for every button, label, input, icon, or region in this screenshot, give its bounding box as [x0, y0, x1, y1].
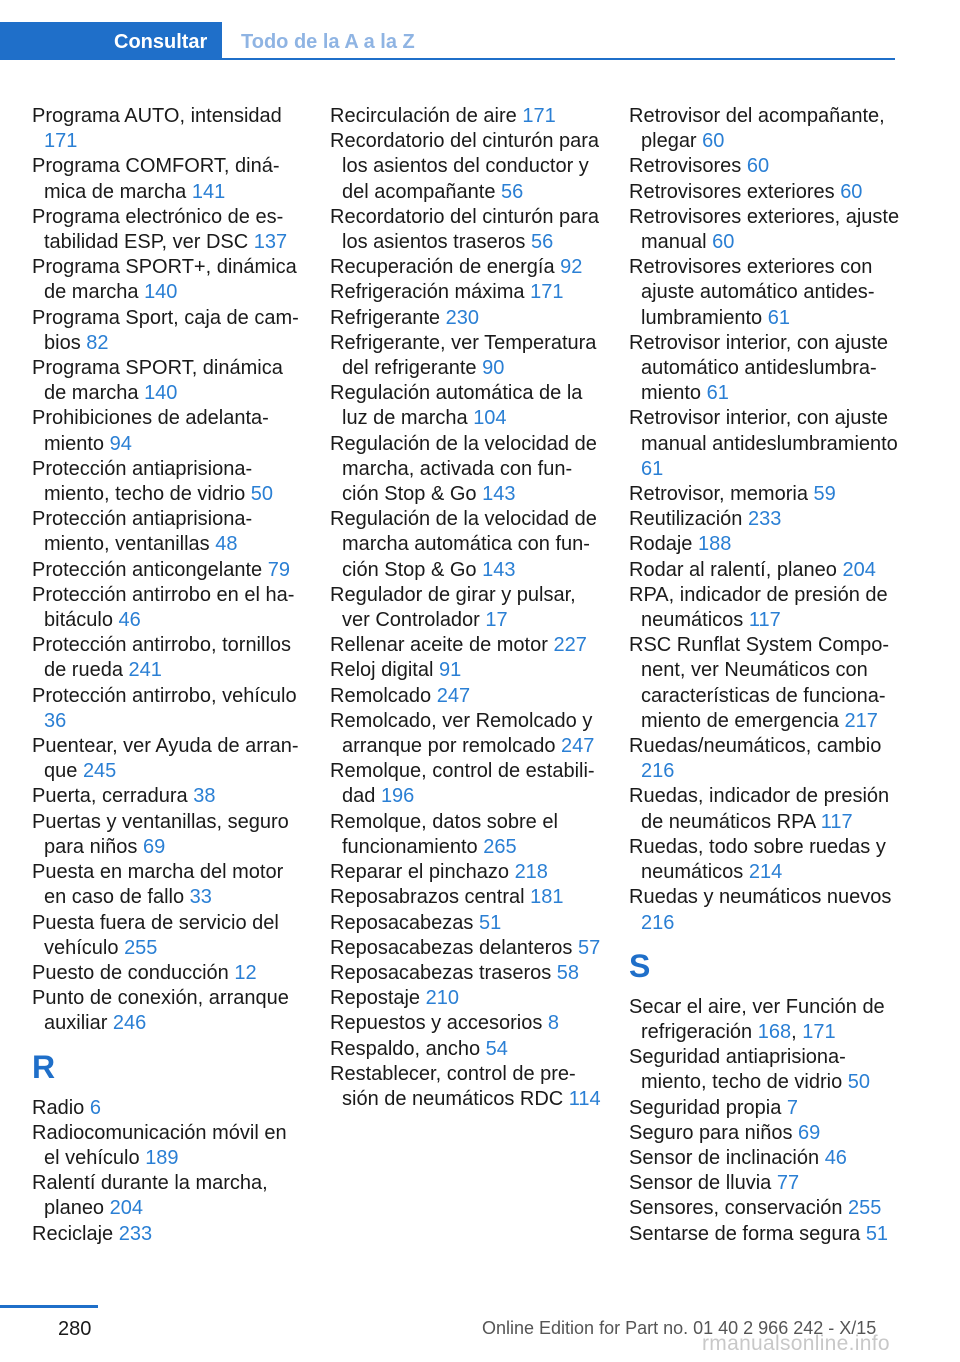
index-entry-text: Radiocomunicación móvil en el vehículo [32, 1121, 287, 1169]
page-link[interactable]: 59 [813, 483, 836, 506]
page-link[interactable]: 92 [560, 256, 583, 279]
page-link[interactable]: 196 [380, 785, 415, 808]
index-entry [330, 1062, 602, 1112]
index-entry [330, 1037, 602, 1062]
page-link[interactable]: 171 [522, 105, 556, 127]
index-entry [629, 331, 901, 407]
index-entry-text: Recirculación de aire [330, 105, 517, 127]
page-link[interactable]: 217 [844, 709, 878, 732]
page-link[interactable]: 247 [436, 684, 471, 707]
index-entry [330, 583, 602, 633]
page-link[interactable]: 117 [820, 810, 853, 833]
index-entry-text: Sensor de inclinación [629, 1146, 820, 1169]
index-entry [330, 709, 602, 759]
page-link[interactable]: 140 [144, 382, 178, 405]
page-link[interactable]: 204 [109, 1197, 143, 1220]
index-entry-text: Regulación de la velocidad de marcha, activada con función Stop & Go [330, 432, 597, 506]
index-entry-text: Reutilización [629, 508, 743, 531]
index-entry-text: Retrovisor del acompañante, plegar [629, 105, 885, 153]
index-entry [629, 205, 901, 255]
index-entry-text: Secar el aire, ver Función de refrigeración [629, 995, 885, 1043]
index-entry [629, 835, 901, 885]
index-entry [629, 507, 901, 532]
index-entry-text: Ruedas y neumáticos nuevos [629, 886, 892, 909]
page-link[interactable]: 61 [641, 457, 664, 480]
index-entry [330, 331, 602, 381]
index-entry [32, 633, 304, 683]
page-link[interactable]: 137 [253, 231, 288, 254]
page-link[interactable]: 58 [556, 961, 580, 984]
index-entry [330, 306, 602, 331]
page-link[interactable]: 61 [767, 306, 790, 329]
index-entry [330, 961, 602, 986]
index-entry-text: Ruedas, todo sobre ruedas y neumáticos [629, 835, 886, 884]
page-link[interactable]: 143 [482, 558, 516, 581]
header-tabbar [0, 22, 895, 60]
index-entry [629, 532, 901, 557]
index-entry-text: Retrovisor interior, con ajuste manual antideslumbramiento [629, 407, 898, 455]
page-link[interactable]: 46 [824, 1146, 847, 1169]
index-entry [330, 986, 602, 1011]
index-entry [629, 154, 901, 179]
index-entry-text: Protección anticongelante [32, 558, 263, 581]
index-entry [32, 255, 304, 305]
index-entry-text: Recuperación de energía [330, 256, 555, 279]
index-entry [32, 1121, 304, 1171]
page-link[interactable]: 54 [485, 1037, 508, 1060]
page-link[interactable]: 227 [553, 634, 587, 657]
page-link[interactable]: 56 [530, 231, 554, 254]
page-link[interactable]: 247 [561, 735, 595, 758]
index-entry [629, 885, 901, 935]
index-column-3 [629, 104, 901, 1247]
page-link[interactable]: 104 [473, 407, 507, 430]
index-entry-text: Puesta fuera de servicio del vehículo [32, 911, 279, 959]
index-entry-text: Recordatorio del cinturón para los asientos del conductor y del acompañante [330, 130, 600, 203]
page-link[interactable]: 114 [568, 1087, 601, 1110]
watermark: rmanualsonline.info [702, 1332, 890, 1355]
index-entry [32, 911, 304, 961]
index-entry-text: Programa Sport, caja de cambios [32, 306, 299, 354]
page-link[interactable]: 60 [746, 155, 770, 178]
index-entry-text: Reposacabezas delanteros [330, 936, 573, 959]
index-entry-text: Puentear, ver Ayuda de arranque [32, 735, 299, 783]
section-letter: R [32, 1048, 56, 1085]
footer-accent-bar [0, 1305, 98, 1308]
page-link[interactable]: 216 [641, 760, 675, 783]
page-link[interactable]: 94 [109, 432, 132, 455]
index-entry [32, 457, 304, 507]
index-entry-text: Refrigerante, ver Temperatura del refrigerante [330, 331, 597, 380]
index-entry-text: Remolque, control de estabilidad [330, 760, 595, 808]
page-link[interactable]: 60 [712, 231, 735, 254]
page-link[interactable]: 12 [234, 961, 257, 984]
page-link[interactable]: 233 [747, 508, 782, 531]
index-entry [629, 104, 901, 154]
index-entry-text: Sensor de lluvia [629, 1172, 772, 1195]
index-entry [629, 1196, 901, 1221]
index-entry [629, 255, 901, 331]
index-entry-text: Programa AUTO, intensidad [32, 105, 282, 127]
index-entry [32, 356, 304, 406]
page-link[interactable]: 48 [215, 533, 238, 556]
page-link[interactable]: 168 [757, 1020, 792, 1043]
index-entry [629, 1171, 901, 1196]
index-entry [629, 583, 901, 633]
index-entry [32, 558, 304, 583]
index-entry [32, 306, 304, 356]
page-link[interactable]: 8 [547, 1012, 560, 1035]
index-entry-text: Refrigeración máxima [330, 281, 525, 304]
page-link[interactable]: 218 [514, 861, 548, 884]
index-entry [629, 1222, 901, 1247]
index-entry-text: Programa COMFORT, dinámica de marcha [32, 155, 280, 203]
page-link[interactable]: 246 [112, 1012, 147, 1035]
index-entry [330, 205, 602, 255]
index-entry-text: Protección antiaprisionamiento, techo de vidrio [32, 457, 253, 506]
page-link[interactable]: 69 [142, 835, 166, 858]
page-link[interactable]: 38 [193, 785, 216, 808]
index-entry [32, 1171, 304, 1221]
index-entry-text: Sensores, conservación [629, 1197, 843, 1220]
index-entry-text: Radio [32, 1096, 85, 1119]
index-entry-text: Seguro para niños [629, 1121, 793, 1144]
index-entry-text: Remolcado, ver Remolcado y arranque por remolcado [330, 709, 593, 758]
index-entry-text: Protección antiaprisionamiento, ventanillas [32, 508, 253, 556]
index-entry-text: Sentarse de forma segura [629, 1222, 861, 1245]
index-entry [32, 205, 304, 255]
page-link[interactable]: 79 [267, 558, 290, 581]
page-link[interactable]: 56 [501, 180, 524, 203]
page-link[interactable]: 46 [118, 609, 141, 632]
page-link[interactable]: 57 [577, 936, 601, 959]
index-entry-text: RPA, indicador de presión de neumáticos [629, 583, 888, 632]
index-entry-text: Rodar al ralentí, planeo [629, 558, 837, 581]
index-column-1 [32, 104, 304, 1247]
index-entry-text: Retrovisores exteriores [629, 180, 835, 203]
index-entry: Secar el aire, ver Función de refrigeración 168, 171 [629, 995, 885, 1043]
index-entry [629, 1121, 901, 1146]
index-entry [32, 154, 304, 204]
index-entry-text: Reparar el pinchazo [330, 861, 509, 884]
page-link[interactable]: 50 [250, 483, 274, 506]
page-link[interactable]: 188 [697, 533, 732, 556]
index-entry-text: Seguridad antiaprisionamiento, techo de vidrio [629, 1046, 846, 1094]
page-link[interactable]: 7 [786, 1096, 799, 1119]
index-entry [330, 129, 602, 205]
index-entry [32, 583, 304, 633]
edition-note: Online Edition for Part no. 01 40 2 966 242 - X/15 [482, 1318, 877, 1338]
page-link[interactable]: 210 [425, 987, 459, 1010]
page-link[interactable]: 171 [802, 1020, 836, 1043]
index-entry [32, 961, 304, 986]
page-link[interactable]: 171 [44, 130, 78, 153]
index-entry-text: Reposacabezas [330, 911, 474, 934]
index-entry [32, 684, 304, 734]
index-entry-text: Programa electrónico de estabilidad ESP, ver DSC [32, 205, 284, 254]
index-entry [330, 684, 602, 709]
index-entry [330, 633, 602, 658]
page-link[interactable]: 255 [124, 936, 158, 959]
page-link[interactable]: 91 [438, 659, 462, 682]
index-entry [330, 1011, 602, 1036]
index-entry-text: Protección antirrobo, tornillos de rueda [32, 634, 292, 682]
index-entry [330, 280, 602, 305]
index-entry-text: Repostaje [330, 987, 421, 1010]
page-number: 280 [58, 1318, 92, 1340]
index-entry [330, 860, 602, 885]
page-link[interactable]: 90 [482, 357, 505, 380]
index-entry [32, 104, 304, 154]
page-link[interactable]: 140 [144, 281, 178, 304]
page-link[interactable]: 233 [118, 1222, 153, 1245]
page-link[interactable]: 61 [706, 382, 729, 405]
page-link[interactable]: 216 [641, 911, 675, 934]
index-entry [330, 658, 602, 683]
index-entry-text: Ruedas/neumáticos, cambio [629, 735, 882, 758]
index-entry-text: Puesto de conducción [32, 961, 229, 984]
index-entry-text: Reloj digital [330, 659, 434, 682]
index-entry-text: Puertas y ventanillas, seguro para niños [32, 810, 289, 858]
index-entry-text: Puerta, cerradura [32, 785, 188, 808]
index-entry-text: Protección antirrobo en el habitáculo [32, 583, 295, 632]
index-entry-text: Recordatorio del cinturón para los asientos traseros [330, 205, 600, 254]
index-entry [330, 911, 602, 936]
page-link[interactable]: 171 [530, 281, 564, 304]
index-entry-text: Refrigerante [330, 306, 441, 329]
index-entry [330, 432, 602, 508]
index-entry-text: Reposabrazos central [330, 886, 525, 909]
index-entry [32, 784, 304, 809]
page-link[interactable]: 189 [145, 1146, 179, 1169]
index-entry-text: Remolque, datos sobre el funcionamiento [330, 810, 558, 858]
index-entry-text: Prohibiciones de adelantamiento [32, 407, 269, 455]
page-link[interactable]: 51 [865, 1222, 889, 1245]
page-link[interactable]: 77 [776, 1172, 800, 1195]
index-entry-text: Regulación automática de la luz de marcha [330, 382, 583, 430]
index-entry [32, 1096, 304, 1121]
index-entry-text: Ralentí durante la marcha, planeo [32, 1172, 268, 1220]
index-entry [330, 381, 602, 431]
index-entry [32, 734, 304, 784]
index-entry [330, 936, 602, 961]
page-link[interactable]: 50 [847, 1071, 871, 1094]
index-entry [32, 1222, 304, 1247]
page-link[interactable]: 82 [86, 331, 109, 354]
page-link[interactable]: 17 [485, 609, 508, 632]
index-entry [32, 860, 304, 910]
tab-todo-a-z[interactable]: Todo de la A a la Z [241, 31, 415, 53]
index-entry-text: Remolcado [330, 684, 432, 707]
index-entry-text: Regulador de girar y pulsar, ver Controlador [330, 583, 576, 632]
header-underline [222, 58, 895, 60]
index-entry [330, 885, 602, 910]
index-entry [629, 558, 901, 583]
page-link[interactable]: 241 [128, 659, 162, 682]
index-entry-text: Reciclaje [32, 1222, 114, 1245]
index-entry-text: Programa SPORT, dinámica de marcha [32, 357, 283, 405]
index-entry-text: Retrovisor, memoria [629, 483, 808, 506]
index-entry [629, 633, 901, 734]
index-entry-text: Reposacabezas traseros [330, 961, 552, 984]
page-link[interactable]: 6 [89, 1096, 101, 1119]
index-entry [629, 482, 901, 507]
page-link[interactable]: 265 [483, 835, 517, 858]
index-entry-text: Repuestos y accesorios [330, 1012, 543, 1035]
index-entry-text: Puesta en marcha del motor en caso de fallo [32, 861, 284, 909]
page-link[interactable]: 230 [445, 306, 479, 329]
index-entry [330, 507, 602, 583]
page-link[interactable]: 245 [82, 760, 117, 783]
section-letter: S [629, 947, 651, 984]
index-entry-text: Retrovisores exteriores con ajuste automático antideslumbramiento [629, 256, 875, 329]
page-link[interactable]: 141 [191, 180, 226, 203]
page-link[interactable]: 181 [530, 886, 564, 909]
index-entry [330, 255, 602, 280]
page-link[interactable]: 60 [840, 180, 863, 203]
index-entry-text: Restablecer, control de presión de neumáticos RDC [330, 1062, 576, 1110]
page-link[interactable]: 36 [44, 709, 67, 732]
index-entry-text: Regulación de la velocidad de marcha automática con función Stop & Go [330, 508, 597, 581]
index-entry-text: Rellenar aceite de motor [330, 634, 548, 657]
index-entry-text: Retrovisor interior, con ajuste automático antideslumbramiento [629, 331, 889, 405]
page-link[interactable]: 204 [842, 558, 876, 581]
page-link[interactable]: 69 [798, 1121, 821, 1144]
index-entry [629, 1096, 901, 1121]
index-entry [32, 810, 304, 860]
page-link[interactable]: 255 [848, 1197, 882, 1220]
index-entry-text: Seguridad propia [629, 1096, 782, 1119]
page-link[interactable]: 117 [748, 609, 781, 632]
index-entry [629, 406, 901, 482]
index-entry [629, 1146, 901, 1171]
index-entry-text: Retrovisores exteriores, ajuste manual [629, 205, 900, 254]
index-entry [32, 507, 304, 557]
index-entry-text: Respaldo, ancho [330, 1037, 481, 1060]
index-entry [330, 810, 602, 860]
page-link[interactable]: 51 [479, 911, 502, 934]
index-entry-text: Punto de conexión, arranque auxiliar [32, 987, 289, 1035]
index-entry [330, 759, 602, 809]
index-entry-text: Protección antirrobo, vehículo [32, 684, 297, 707]
tab-consultar[interactable]: Consultar [0, 22, 222, 60]
page-link[interactable]: 33 [189, 886, 212, 909]
index-entry [629, 784, 901, 834]
index-entry-text: Programa SPORT+, dinámica de marcha [32, 256, 297, 304]
index-entry [32, 406, 304, 456]
page-link[interactable]: 214 [748, 861, 783, 884]
index-entry [32, 986, 304, 1036]
index-entry [629, 734, 901, 784]
index-entry [629, 180, 901, 205]
index-column-2 [330, 104, 602, 1112]
page-link[interactable]: 60 [702, 130, 725, 153]
page-link[interactable]: 143 [482, 483, 516, 506]
index-entry-text: Retrovisores [629, 155, 742, 178]
index-entry [629, 1045, 901, 1095]
index-entry-text: RSC Runflat System Component, ver Neumáticos con características de funcionamiento de emergencia [629, 634, 890, 732]
index-entry-text: Ruedas, indicador de presión de neumáticos RPA [629, 785, 890, 833]
index-entry-text: Rodaje [629, 533, 693, 556]
index-entry [330, 104, 602, 129]
